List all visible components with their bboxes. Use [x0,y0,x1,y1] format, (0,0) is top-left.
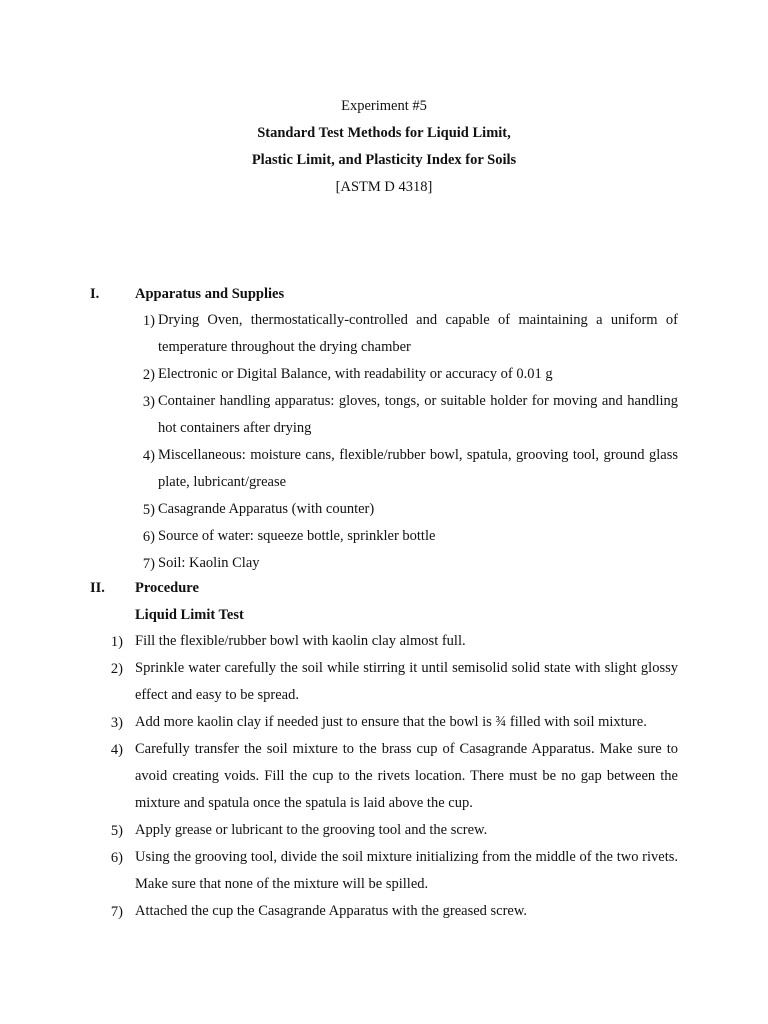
list-item-text: Casagrande Apparatus (with counter) [158,501,375,517]
list-item-number: 5) [110,823,123,839]
list-item-text: Using the grooving tool, divide the soil mixture initializing from the middle of the two rivets. Make sure that none of the mixture will be spilled. [135,849,678,892]
list-item-number: 6) [142,529,155,545]
list-item-number: 3) [110,715,123,731]
list-item-text: Drying Oven, thermostatically-controlled and capable of maintaining a uniform of temperature throughout the drying chamber [158,312,678,355]
list-item-text: Soil: Kaolin Clay [158,555,260,571]
list-item-text: Sprinkle water carefully the soil while stirring it until semisolid solid state with slight glossy effect and easy to be spread. [135,660,678,703]
list-item-text: Fill the flexible/rubber bowl with kaolin clay almost full. [135,633,466,649]
list-item-text: Miscellaneous: moisture cans, flexible/rubber bowl, spatula, grooving tool, ground glass plate, lubricant/grease [158,447,678,490]
list-item-number: 1) [110,634,123,650]
list-item-number: 7) [110,904,123,920]
list-item-text: Container handling apparatus: gloves, tongs, or suitable holder for moving and handling hot containers after drying [158,393,678,436]
list-item-number: 2) [142,367,155,383]
experiment-number: Experiment #5 [341,98,427,114]
list-item-number: 1) [142,313,155,329]
list-item-number: 3) [142,394,155,410]
liquid-limit-subtitle: Liquid Limit Test [135,607,244,623]
list-item-number: 5) [142,502,155,518]
list-item-text: Attached the cup the Casagrande Apparatus with the greased screw. [135,903,528,919]
list-item-text: Carefully transfer the soil mixture to the brass cup of Casagrande Apparatus. Make sure to avoid creating voids. Fill the cup to the rivets location. There must be no gap between the mixture and spatula once the spatula is laid above the cup. [135,741,678,811]
list-item-text: Source of water: squeeze bottle, sprinkler bottle [158,528,436,544]
section-1-title: Apparatus and Supplies [135,286,285,302]
title-line-1: Standard Test Methods for Liquid Limit, [257,125,511,141]
list-item-text: Apply grease or lubricant to the grooving tool and the screw. [135,822,488,838]
list-item-number: 6) [110,850,123,866]
section-1-number: I. [90,286,100,302]
list-item-number: 7) [142,556,155,572]
list-item-text: Add more kaolin clay if needed just to ensure that the bowl is ¾ filled with soil mixture. [135,714,647,730]
list-item-number: 4) [142,448,155,464]
list-item-text: Electronic or Digital Balance, with readability or accuracy of 0.01 g [158,366,553,382]
astm-standard: [ASTM D 4318] [335,179,433,195]
list-item-number: 4) [110,742,123,758]
section-2-title: Procedure [135,580,199,596]
list-item-number: 2) [110,661,123,677]
title-line-2: Plastic Limit, and Plasticity Index for Soils [251,152,517,168]
section-2-number: II. [90,580,105,596]
